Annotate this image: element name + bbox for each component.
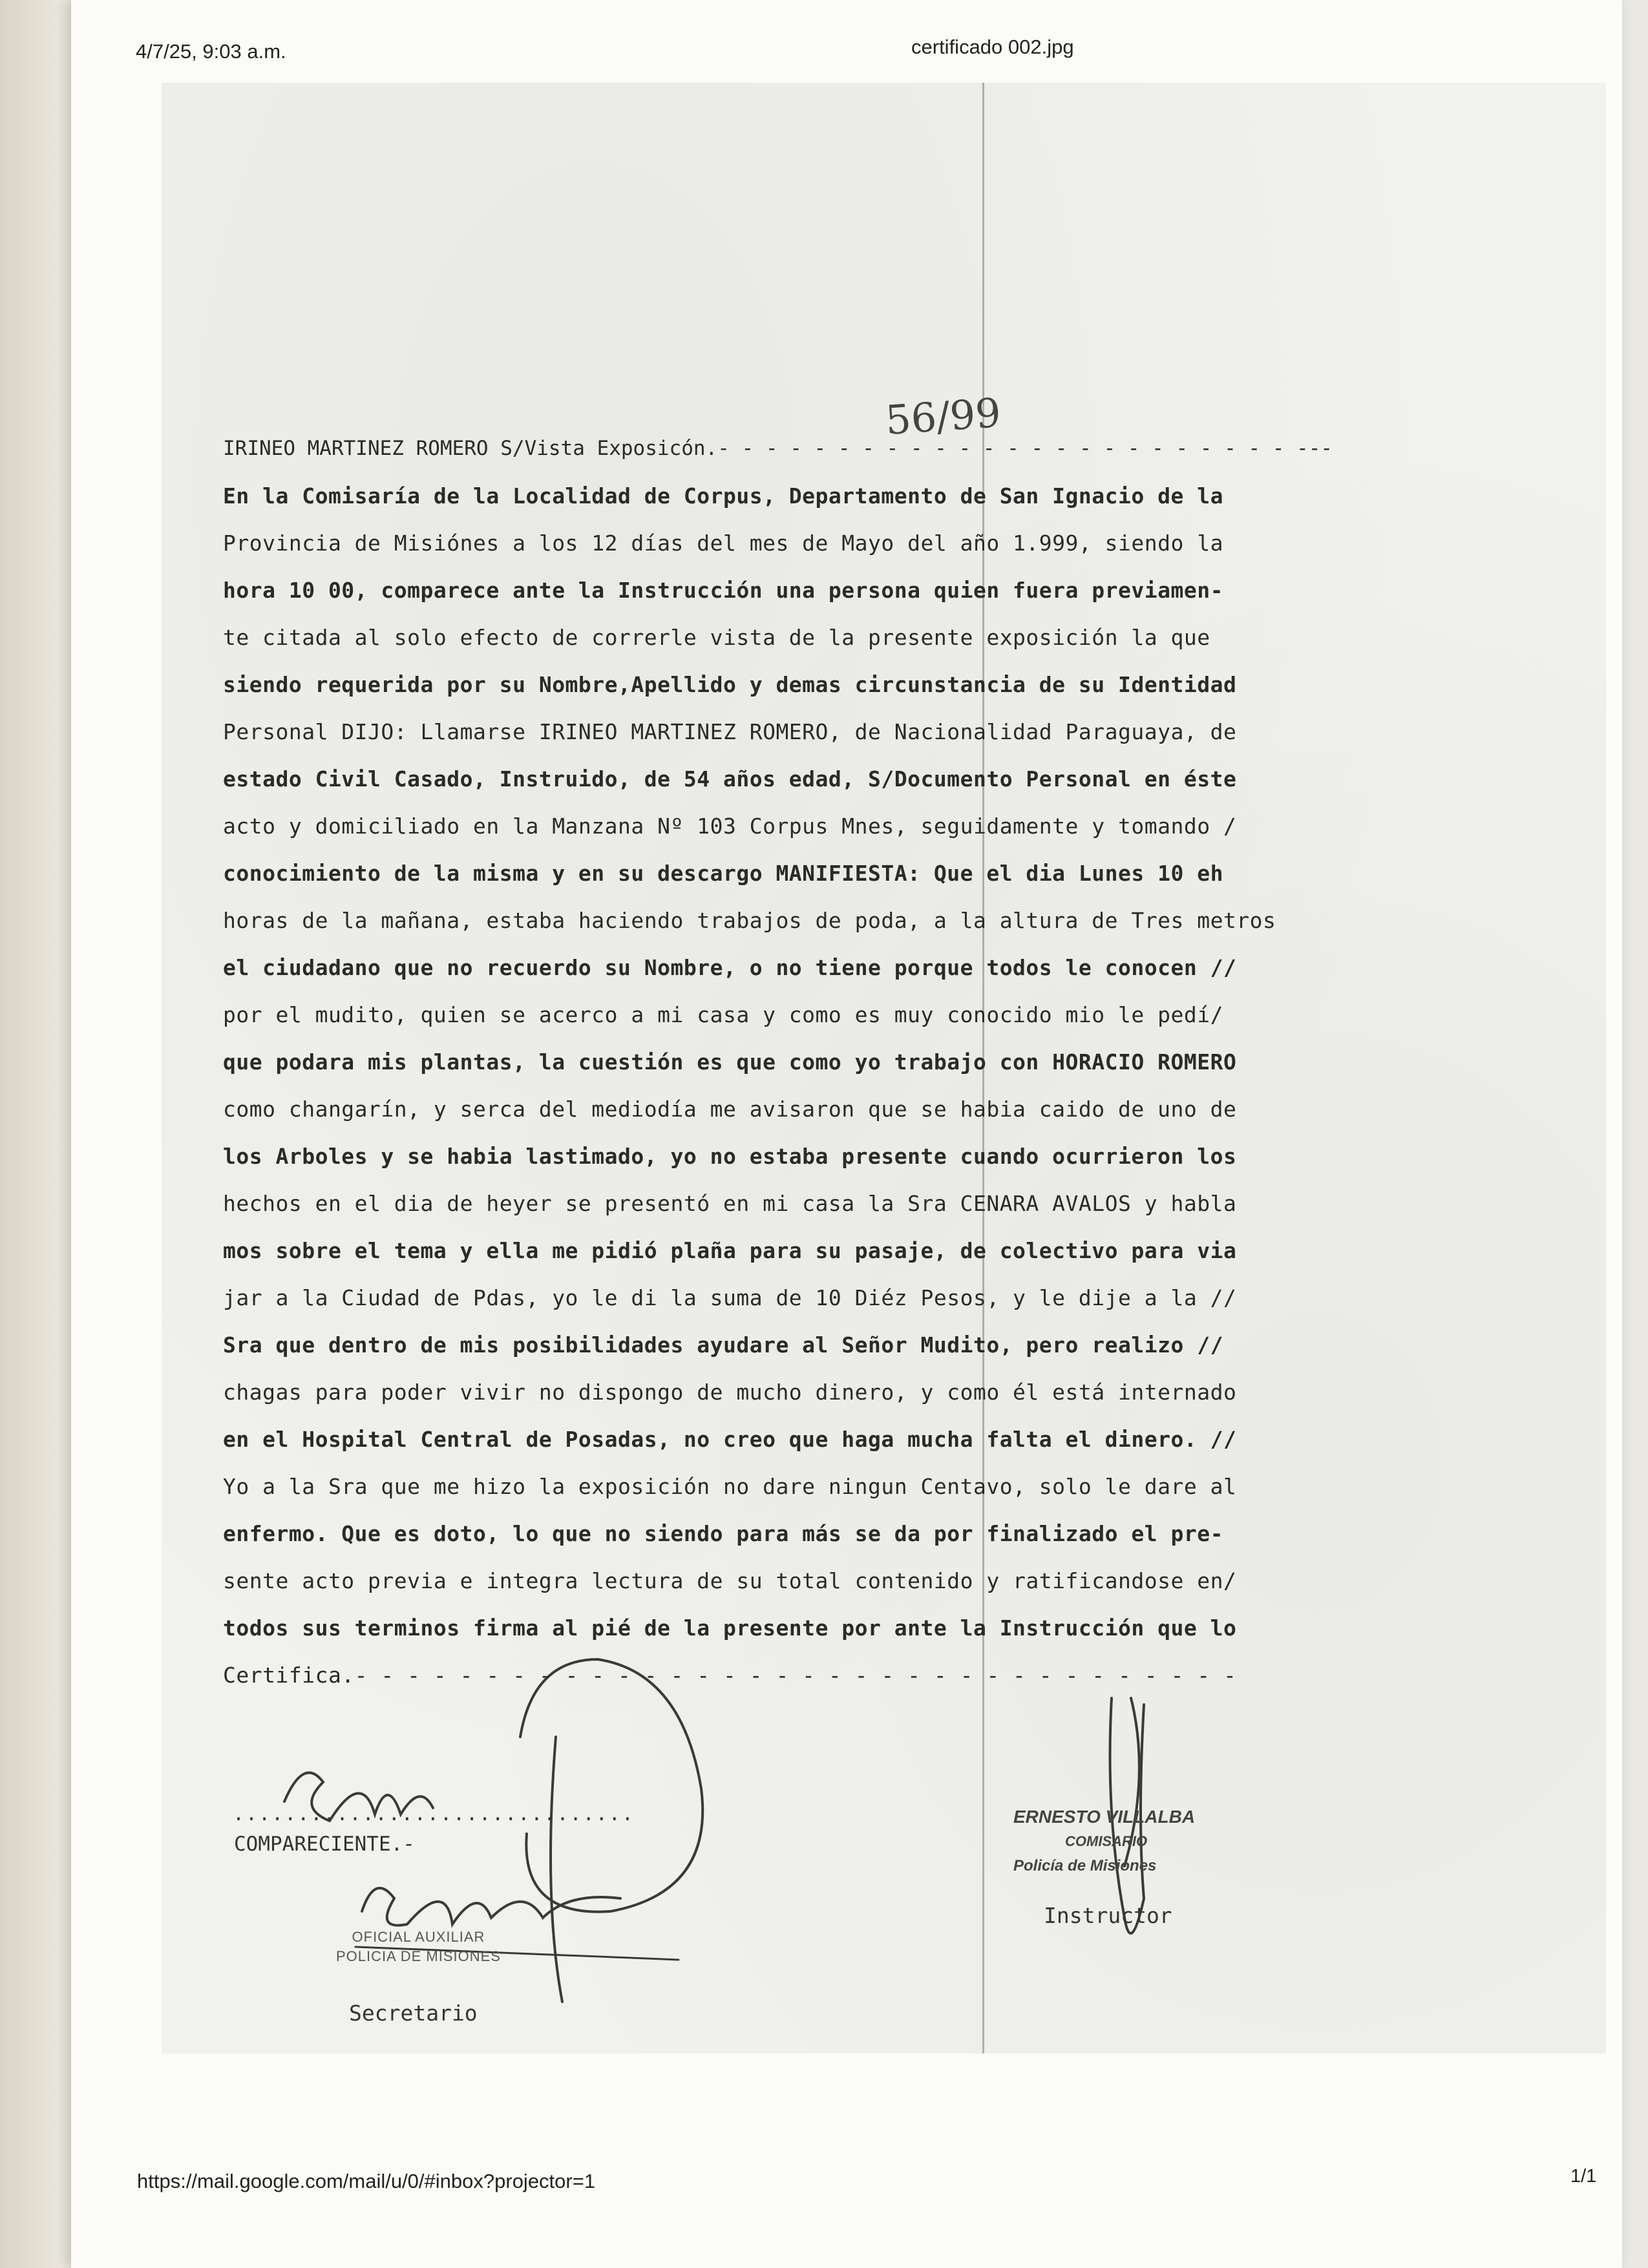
document-line: por el mudito, quien se acerco a mi casa y como es muy conocido mio le pedí/ — [223, 1002, 1223, 1027]
document-line: hora 10 00, comparece ante la Instrucción una persona quien fuera previamen- — [223, 578, 1223, 603]
document-line: hechos en el dia de heyer se presentó en mi casa la Sra CENARA AVALOS y habla — [223, 1191, 1237, 1216]
secretario-stamp — [336, 1927, 501, 1966]
instructor-stamp-line: Policía de Misiones — [1013, 1857, 1157, 1874]
document-line: acto y domiciliado en la Manzana Nº 103 Corpus Mnes, seguidamente y tomando / — [223, 814, 1237, 839]
secretario-stamp-line: OFICIAL AUXILIAR — [352, 1929, 485, 1945]
document-line: sente acto previa e integra lectura de su total contenido y ratificandose en/ — [223, 1568, 1237, 1593]
document-line: Sra que dentro de mis posibilidades ayudare al Señor Mudito, pero realizo // — [223, 1332, 1223, 1358]
document-line: Certifica.- - - - - - - - - - - - - - - - - - - - - - - - - - - - - - - - - - — [223, 1663, 1237, 1688]
document-heading: IRINEO MARTINEZ ROMERO S/Vista Exposicón.- - - - - - - - - - - - - - - - - - - - - - - - --- — [223, 437, 1333, 460]
secretario-label: Secretario — [349, 2000, 478, 2026]
document-line: horas de la mañana, estaba haciendo trabajos de poda, a la altura de Tres metros — [223, 908, 1276, 933]
print-title: certificado 002.jpg — [911, 36, 1074, 58]
document-line: todos sus terminos firma al pié de la presente por ante la Instrucción que lo — [223, 1615, 1237, 1641]
instructor-stamp-line: ERNESTO VILLALBA — [1013, 1807, 1196, 1827]
print-url: https://mail.google.com/mail/u/0/#inbox?projector=1 — [137, 2170, 596, 2192]
document-line: Personal DIJO: Llamarse IRINEO MARTINEZ ROMERO, de Nacionalidad Paraguaya, de — [223, 719, 1237, 744]
document-line: como changarín, y serca del mediodía me avisaron que se habia caido de uno de — [223, 1097, 1237, 1122]
document-line: mos sobre el tema y ella me pidió plaña para su pasaje, de colectivo para via — [223, 1238, 1237, 1263]
document-line: el ciudadano que no recuerdo su Nombre, o no tiene porque todos le conocen // — [223, 955, 1237, 980]
instructor-stamp — [1013, 1805, 1195, 1878]
signature-line-dots: ............................... — [233, 1803, 635, 1825]
document-line: te citada al solo efecto de correrle vista de la presente exposición la que — [223, 625, 1210, 650]
document-line: los Arboles y se habia lastimado, yo no estaba presente cuando ocurrieron los — [223, 1144, 1237, 1169]
instructor-stamp-line: COMISARIO — [1065, 1833, 1148, 1849]
document-line: Provincia de Misiónes a los 12 días del mes de Mayo del año 1.999, siendo la — [223, 530, 1223, 556]
document-line: Yo a la Sra que me hizo la exposición no dare ningun Centavo, solo le dare al — [223, 1474, 1237, 1499]
scanner-edge — [0, 0, 71, 2268]
print-page-number: 1/1 — [1570, 2166, 1597, 2187]
compareciente-label: COMPARECIENTE.- — [234, 1832, 415, 1856]
document-line: estado Civil Casado, Instruido, de 54 años edad, S/Documento Personal en éste — [223, 766, 1237, 792]
file-number: 56/99 — [883, 388, 1003, 445]
document-line: conocimiento de la misma y en su descargo MANIFIESTA: Que el dia Lunes 10 eh — [223, 861, 1223, 886]
secretario-stamp-line: POLICIA DE MISIONES — [336, 1948, 501, 1964]
document-line: en el Hospital Central de Posadas, no creo que haga mucha falta el dinero. // — [223, 1427, 1237, 1452]
document-line: siendo requerida por su Nombre,Apellido y demas circunstancia de su Identidad — [223, 672, 1237, 697]
instructor-label: Instructor — [1044, 1903, 1172, 1928]
photocopied-document — [162, 83, 1606, 2053]
document-line: enfermo. Que es doto, lo que no siendo para más se da por finalizado el pre- — [223, 1521, 1223, 1546]
document-line: que podara mis plantas, la cuestión es que como yo trabajo con HORACIO ROMERO — [223, 1049, 1237, 1075]
print-date: 4/7/25, 9:03 a.m. — [136, 40, 286, 63]
document-line: chagas para poder vivir no dispongo de mucho dinero, y como él está internado — [223, 1380, 1237, 1405]
document-line: jar a la Ciudad de Pdas, yo le di la suma de 10 Diéz Pesos, y le dije a la // — [223, 1285, 1237, 1310]
document-line: En la Comisaría de la Localidad de Corpus, Departamento de San Ignacio de la — [223, 483, 1223, 509]
handwritten-signatures — [162, 83, 1606, 2053]
